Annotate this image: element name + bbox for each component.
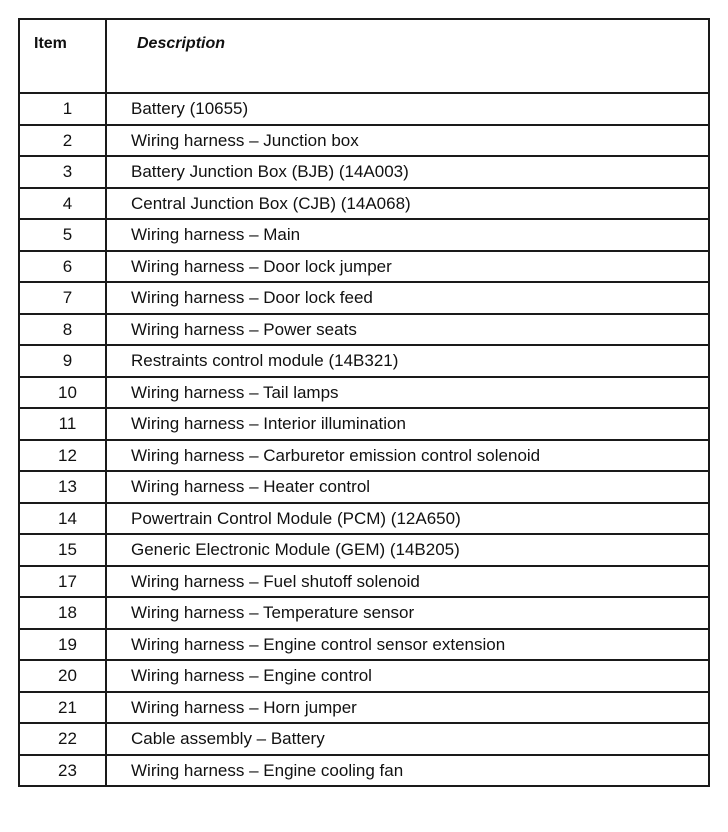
item-description: Wiring harness – Junction box — [106, 125, 709, 157]
item-description: Wiring harness – Temperature sensor — [106, 597, 709, 629]
item-description: Wiring harness – Engine control sensor extension — [106, 629, 709, 661]
item-number: 5 — [19, 219, 106, 251]
item-description: Wiring harness – Power seats — [106, 314, 709, 346]
table-row — [19, 345, 709, 377]
table-row — [19, 471, 709, 503]
item-number: 2 — [19, 125, 106, 157]
item-description: Wiring harness – Horn jumper — [106, 692, 709, 724]
item-number: 1 — [19, 93, 106, 125]
table-row — [19, 440, 709, 472]
item-number: 8 — [19, 314, 106, 346]
table-row — [19, 314, 709, 346]
item-number: 9 — [19, 345, 106, 377]
table-row — [19, 156, 709, 188]
item-description: Wiring harness – Interior illumination — [106, 408, 709, 440]
table-row — [19, 629, 709, 661]
table-row — [19, 282, 709, 314]
item-number: 12 — [19, 440, 106, 472]
item-number: 18 — [19, 597, 106, 629]
header-item: Item — [19, 19, 106, 93]
item-number: 10 — [19, 377, 106, 409]
table-row — [19, 125, 709, 157]
item-description: Central Junction Box (CJB) (14A068) — [106, 188, 709, 220]
table-body — [19, 93, 709, 786]
item-number: 22 — [19, 723, 106, 755]
item-description: Wiring harness – Fuel shutoff solenoid — [106, 566, 709, 598]
item-description: Wiring harness – Heater control — [106, 471, 709, 503]
table-row — [19, 723, 709, 755]
item-description: Generic Electronic Module (GEM) (14B205) — [106, 534, 709, 566]
item-number: 11 — [19, 408, 106, 440]
parts-table — [18, 18, 710, 787]
item-number: 19 — [19, 629, 106, 661]
item-number: 7 — [19, 282, 106, 314]
table-row — [19, 692, 709, 724]
table-row — [19, 188, 709, 220]
item-description: Powertrain Control Module (PCM) (12A650) — [106, 503, 709, 535]
item-number: 3 — [19, 156, 106, 188]
parts-table-container — [18, 18, 708, 787]
item-description: Battery (10655) — [106, 93, 709, 125]
table-row — [19, 219, 709, 251]
item-description: Wiring harness – Door lock feed — [106, 282, 709, 314]
item-description: Cable assembly – Battery — [106, 723, 709, 755]
item-number: 13 — [19, 471, 106, 503]
item-description: Restraints control module (14B321) — [106, 345, 709, 377]
table-row — [19, 408, 709, 440]
item-description: Battery Junction Box (BJB) (14A003) — [106, 156, 709, 188]
table-row — [19, 251, 709, 283]
table-row — [19, 660, 709, 692]
item-description: Wiring harness – Engine control — [106, 660, 709, 692]
item-number: 20 — [19, 660, 106, 692]
item-number: 23 — [19, 755, 106, 787]
table-row — [19, 534, 709, 566]
item-number: 21 — [19, 692, 106, 724]
item-number: 15 — [19, 534, 106, 566]
item-number: 14 — [19, 503, 106, 535]
table-header-row — [19, 19, 709, 93]
item-description: Wiring harness – Carburetor emission control solenoid — [106, 440, 709, 472]
item-number: 6 — [19, 251, 106, 283]
table-row — [19, 597, 709, 629]
table-row — [19, 377, 709, 409]
table-row — [19, 93, 709, 125]
item-number: 17 — [19, 566, 106, 598]
item-description: Wiring harness – Main — [106, 219, 709, 251]
item-description: Wiring harness – Engine cooling fan — [106, 755, 709, 787]
table-row — [19, 566, 709, 598]
item-number: 4 — [19, 188, 106, 220]
table-row — [19, 755, 709, 787]
item-description: Wiring harness – Tail lamps — [106, 377, 709, 409]
header-description: Description — [106, 19, 709, 93]
table-row — [19, 503, 709, 535]
item-description: Wiring harness – Door lock jumper — [106, 251, 709, 283]
